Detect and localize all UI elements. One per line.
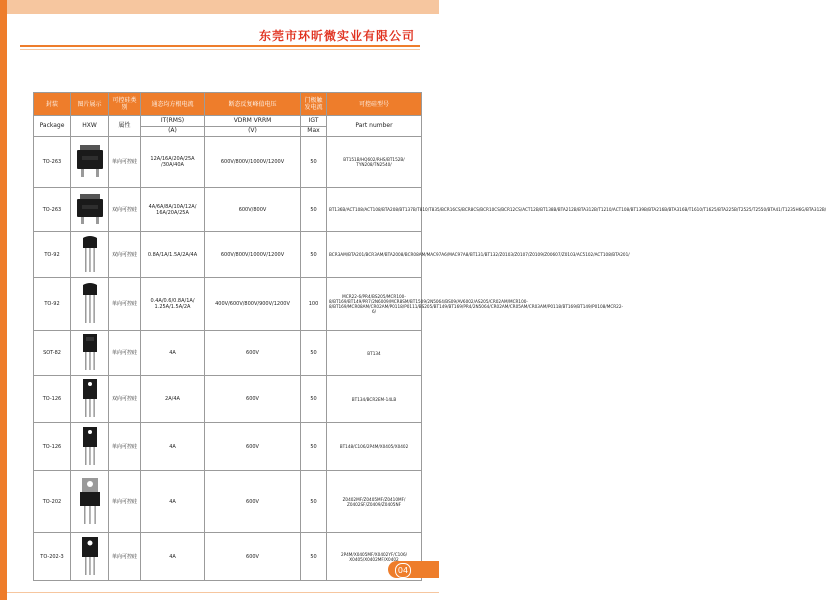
current-cell: 4A	[141, 331, 205, 376]
package-image	[71, 423, 109, 471]
package-image	[71, 331, 109, 376]
to126-package-icon	[75, 377, 105, 419]
igt-cell: 50	[301, 331, 327, 376]
current-cell: 4A	[141, 423, 205, 471]
product-spec-table	[33, 92, 826, 581]
package-cell: TO-92	[34, 232, 71, 278]
igt-cell: 50	[301, 137, 327, 188]
type-cell: 单向可控硅	[109, 331, 141, 376]
package-image	[71, 533, 109, 581]
table-row	[34, 137, 422, 188]
header-igt-cn: 门极触发电流	[301, 93, 327, 116]
header-voltage-sym: VDRM VRRM	[205, 116, 301, 127]
header-current-cn: 通态均方根电流	[141, 93, 205, 116]
package-cell: TO-92	[34, 278, 71, 331]
header-row-cn	[34, 93, 422, 116]
voltage-cell: 400V/600V/800V/900V/1200V	[205, 278, 301, 331]
package-cell: TO-263	[34, 188, 71, 232]
table-row	[34, 331, 422, 376]
page-number-tab	[388, 561, 439, 578]
current-cell: 0.8A/1A/1.5A/2A/4A	[141, 232, 205, 278]
part-cell: BT136B/ACT108/ACT108/BTA208/BT137B/T810/T835/BCR16CS/BCR8CS/BCR10CS/BCR12CS/ACT12B/BT138B/BTA212B/BTA312B/T1210/ACT108/BT139B/BTA216B/BTA316B/T1610/T1625/BTA225B/T2525/T2550/BTA41/T1235H6G/BTA312B/	[327, 188, 422, 232]
header-voltage-cn: 断态反复峰值电压	[205, 93, 301, 116]
header-rule-thin	[20, 49, 420, 50]
top-accent-band	[7, 0, 439, 14]
part-cell: BCR3AM/BTA201/BCR3AM/BTA2008/BCR08AM/MAC97A6/MAC97A8/BT131/BT132/Z0103/Z0107/Z0109/Z00607/Z0103/AC5102/ACT108/BTA201/	[327, 232, 422, 278]
voltage-cell: 600V/800V	[205, 188, 301, 232]
igt-cell: 50	[301, 376, 327, 423]
to92-package-icon	[75, 234, 105, 274]
package-cell: TO-126	[34, 376, 71, 423]
voltage-cell: 600V	[205, 471, 301, 533]
current-cell: 4A	[141, 471, 205, 533]
part-cell: BT134/BCR2EM-14LB	[327, 376, 422, 423]
part-cell: BT134	[327, 331, 422, 376]
igt-cell: 50	[301, 232, 327, 278]
package-image	[71, 376, 109, 423]
voltage-cell: 600V	[205, 423, 301, 471]
header-attr: 属性	[109, 116, 141, 137]
voltage-cell: 600V	[205, 376, 301, 423]
to126-package-icon	[75, 425, 105, 467]
header-part-en: Part number	[327, 116, 422, 137]
header-current-unit: (A)	[141, 126, 205, 137]
part-cell: MCR22-6/PR4/BS205/MCR100-8/BT169/BT149/PR7/2N6009/MCR8SM/BT1509/2N5064/BS09/AV6002/AS205/CR02AM/MCR100-8/BT169/MCR08AM/CR02AM/P0118/P0111/BS205/BT149/BT169/PR4/2N5064/CR02AM/CR05AM/CR03AM/P0118/BT169/BT149/P0108/MCR22-6/	[327, 278, 422, 331]
to263-package-icon	[73, 192, 107, 226]
bottom-rule	[7, 592, 439, 593]
header-package-en: Package	[34, 116, 71, 137]
type-cell: 双向可控硅	[109, 188, 141, 232]
voltage-cell: 600V/800V/1000V/1200V	[205, 137, 301, 188]
package-image	[71, 278, 109, 331]
package-cell: TO-202-3	[34, 533, 71, 581]
header-image-en: HXW	[71, 116, 109, 137]
to92-package-icon	[75, 281, 105, 325]
part-cell: Z0402MF/Z0405MF/Z0410MF/ Z0402SF/Z0409/Z0405NF	[327, 471, 422, 533]
to202-package-icon	[73, 476, 107, 526]
table-row	[34, 188, 422, 232]
part-cell: 2P4M/X0405MF/X0402YF/C106/ X0405/X0402MF/X0402	[327, 533, 422, 581]
type-cell: 单向可控硅	[109, 137, 141, 188]
current-cell: 0.4A/0.6/0.8A/1A/ 1.25A/1.5A/2A	[141, 278, 205, 331]
header-thyristor-cn: 可控硅类别	[109, 93, 141, 116]
sot82-package-icon	[75, 332, 105, 372]
igt-cell: 50	[301, 188, 327, 232]
igt-cell: 50	[301, 471, 327, 533]
igt-cell: 50	[301, 533, 327, 581]
package-image	[71, 471, 109, 533]
current-cell: 2A/4A	[141, 376, 205, 423]
package-image	[71, 188, 109, 232]
to263-package-icon	[73, 143, 107, 179]
voltage-cell: 600V	[205, 533, 301, 581]
header-current-sym: IT(RMS)	[141, 116, 205, 127]
table-row	[34, 376, 422, 423]
current-cell: 12A/16A/20A/25A /30A/40A	[141, 137, 205, 188]
header-voltage-unit: (V)	[205, 126, 301, 137]
to202-3-package-icon	[75, 535, 105, 577]
table-row	[34, 533, 422, 581]
type-cell: 单向可控硅	[109, 471, 141, 533]
header-igt-unit: Max	[301, 126, 327, 137]
package-cell: TO-202	[34, 471, 71, 533]
package-cell: SOT-82	[34, 331, 71, 376]
type-cell: 单向可控硅	[109, 278, 141, 331]
type-cell: 双向可控硅	[109, 232, 141, 278]
type-cell: 单向可控硅	[109, 423, 141, 471]
header-rule	[20, 45, 420, 47]
current-cell: 4A	[141, 533, 205, 581]
package-cell: TO-263	[34, 137, 71, 188]
type-cell: 双向可控硅	[109, 376, 141, 423]
table-row	[34, 232, 422, 278]
table-row	[34, 471, 422, 533]
part-cell: BT151B/HQ602/RHS/BT152B/ TYN208/TN2540/	[327, 137, 422, 188]
page-number: 04	[395, 563, 411, 578]
voltage-cell: 600V	[205, 331, 301, 376]
header-part-cn: 可控硅型号	[327, 93, 422, 116]
header-igt-sym: IGT	[301, 116, 327, 127]
igt-cell: 50	[301, 423, 327, 471]
header-package-cn: 封装	[34, 93, 71, 116]
type-cell: 单向可控硅	[109, 533, 141, 581]
company-name: 东莞市环昕微实业有限公司	[258, 29, 415, 43]
current-cell: 4A/6A/8A/10A/12A/ 16A/20A/25A	[141, 188, 205, 232]
table-row	[34, 423, 422, 471]
header-image-cn: 图片展示	[71, 93, 109, 116]
header-row-en	[34, 116, 422, 127]
voltage-cell: 600V/800V/1000V/1200V	[205, 232, 301, 278]
igt-cell: 100	[301, 278, 327, 331]
package-image	[71, 232, 109, 278]
left-accent-bar	[0, 0, 7, 600]
part-cell: BT148/C106/2P4M/X0405/X0402	[327, 423, 422, 471]
package-image	[71, 137, 109, 188]
table-row	[34, 278, 422, 331]
package-cell: TO-126	[34, 423, 71, 471]
